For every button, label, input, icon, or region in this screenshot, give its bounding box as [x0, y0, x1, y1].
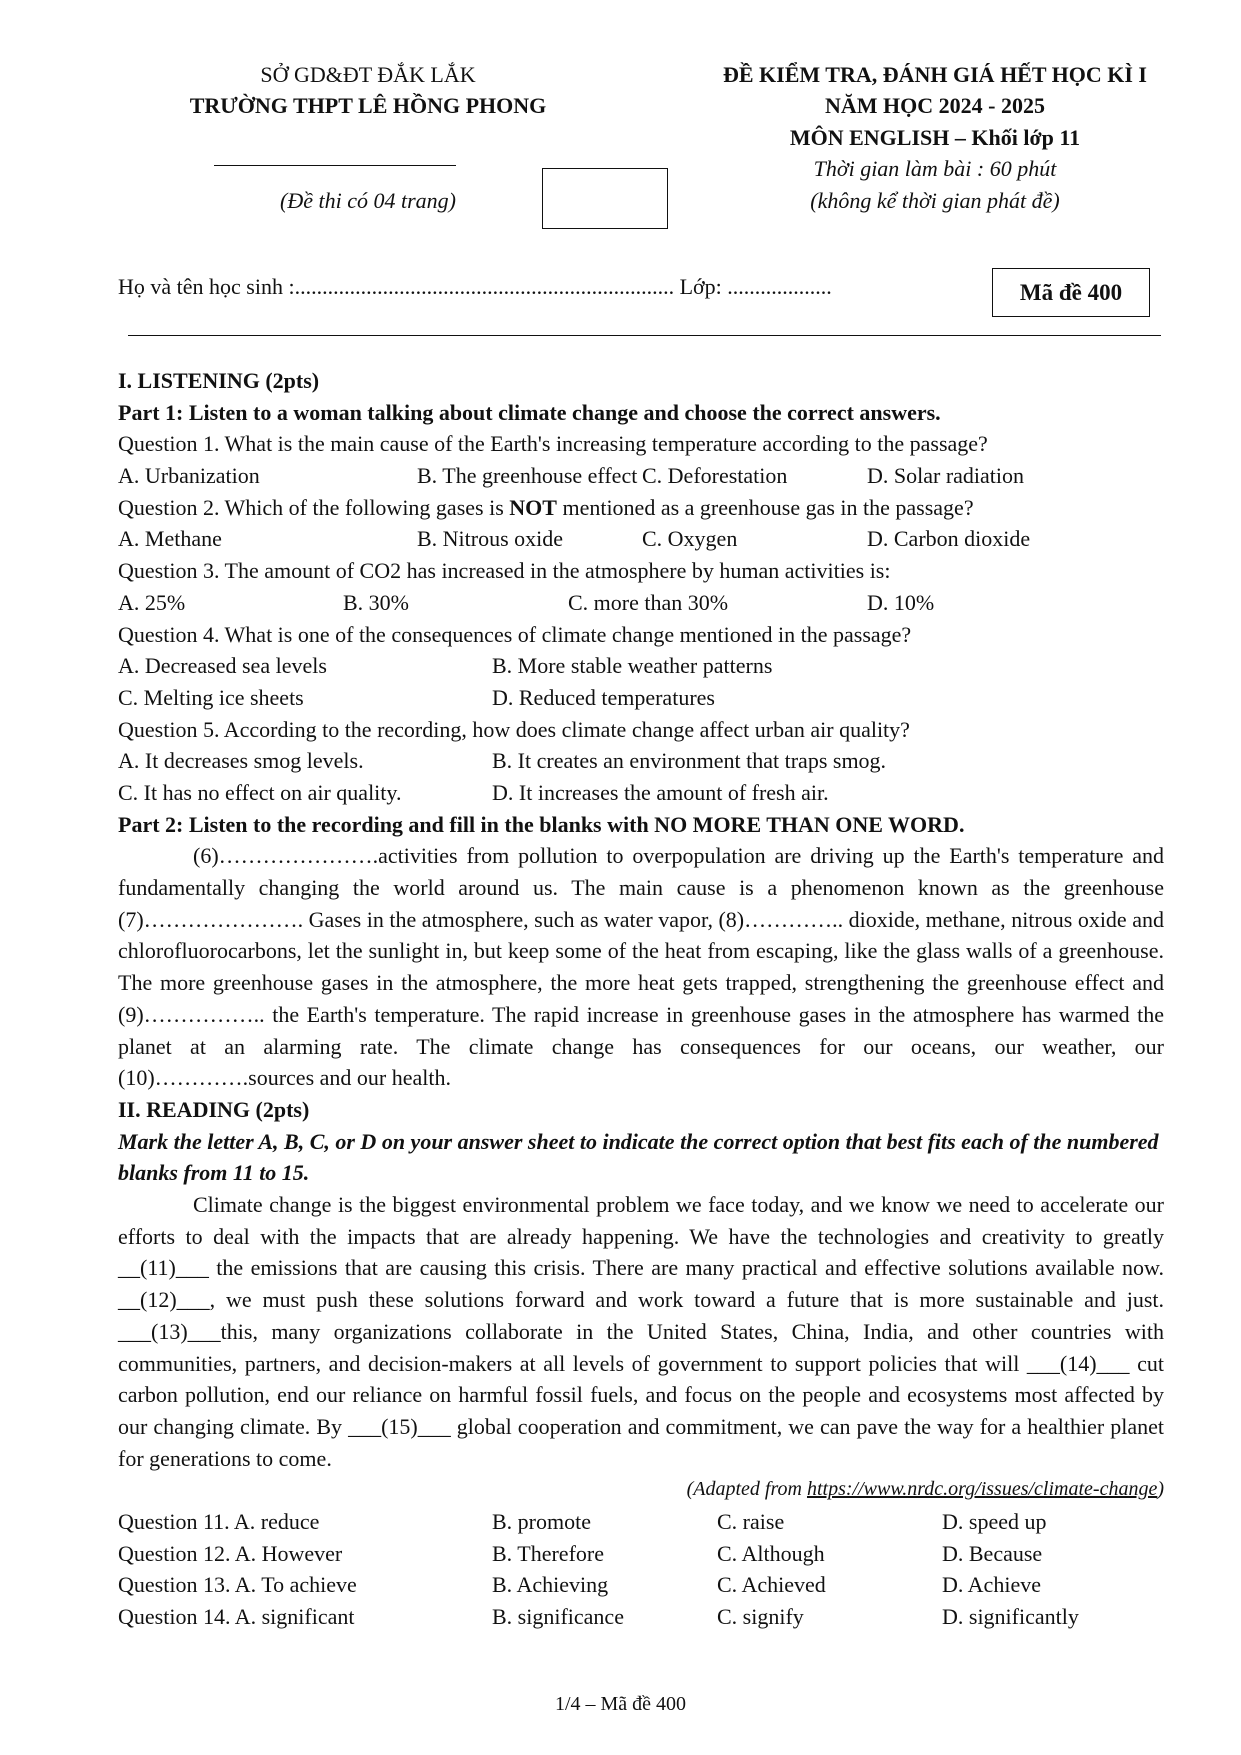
school-name: TRƯỜNG THPT LÊ HỒNG PHONG: [189, 93, 547, 118]
question-14-options: [118, 1601, 1164, 1633]
listening-part1-title: Part 1: Listen to a woman talking about climate change and choose the correct answers.: [118, 399, 941, 425]
option-d: D. Reduced temperatures: [492, 684, 715, 710]
time-note: (không kể thời gian phát đề): [810, 188, 1060, 213]
option-a: A. Methane: [118, 526, 222, 552]
header-underline: [214, 165, 456, 166]
time-limit: Thời gian làm bài : 60 phút: [813, 156, 1057, 181]
option-d: D. speed up: [942, 1509, 1047, 1535]
option-d: D. It increases the amount of fresh air.: [492, 779, 829, 805]
question-2-emphasis: NOT: [509, 494, 557, 520]
option-c: C. Although: [717, 1540, 825, 1566]
option-c: C. Melting ice sheets: [118, 684, 304, 710]
reading-title: II. READING (2pts): [118, 1096, 310, 1122]
option-c: C. Oxygen: [642, 526, 738, 552]
option-b: B. Nitrous oxide: [417, 526, 564, 552]
option-d: D. significantly: [942, 1604, 1079, 1630]
option-a: Question 12. A. However: [118, 1540, 343, 1566]
option-a: A. 25%: [118, 589, 186, 615]
option-a: Question 14. A. significant: [118, 1604, 355, 1630]
option-a: A. Decreased sea levels: [118, 653, 327, 679]
header-divider: [128, 335, 1161, 336]
source-link[interactable]: https://www.nrdc.org/issues/climate-change: [806, 1478, 1158, 1501]
exam-code-box: Mã đề 400: [992, 268, 1150, 317]
pages-note: (Đề thi có 04 trang): [280, 188, 456, 213]
score-box: [542, 168, 668, 229]
option-b: B. 30%: [343, 589, 409, 615]
option-b: B. significance: [492, 1604, 624, 1630]
option-c: C. more than 30%: [568, 589, 729, 615]
option-a: A. Urbanization: [118, 463, 260, 489]
reading-instruction: Mark the letter A, B, C, or D on your answer sheet to indicate the correct option that best fits each of the numbered blanks from 11 to 15.: [118, 1128, 1159, 1186]
option-c: C. signify: [717, 1604, 804, 1630]
option-d: D. Achieve: [942, 1572, 1041, 1598]
reading-passage: Climate change is the biggest environmental problem we face today, and we know we need to accelerate our efforts to deal with the impacts that are already happening. We have the technologies and creativity to greatly __(11)___ the emissions that are causing this crisis. There are many practical and effective solutions available now. __(12)___, we must push these solutions forward and work toward a future that is more sustainable and just. ___(13)___this, many organizations collaborate in the United States, China, India, and other countries with communities, partners, and decision-makers at all levels of government to support policies that will ___(14)___ cut carbon pollution, end our reliance on harmful fossil fuels, and focus on the people and ecosystems most affected by our changing climate. By ___(15)___ global cooperation and commitment, we can pave the way for a healthier planet for generations to come.: [118, 1192, 1164, 1471]
option-c: C. It has no effect on air quality.: [118, 779, 402, 805]
source-prefix: (Adapted from: [686, 1478, 807, 1501]
question-2-post: mentioned as a greenhouse gas in the passage?: [556, 494, 974, 520]
option-d: D. Because: [942, 1540, 1043, 1566]
question-13-options: [118, 1569, 1164, 1601]
passage-source: [118, 1474, 1164, 1506]
question-3: Question 3. The amount of CO2 has increased in the atmosphere by human activities is:: [118, 558, 891, 584]
question-4-options-row1: [118, 650, 1164, 682]
exam-body: [118, 365, 1164, 1633]
question-2: [118, 492, 1164, 524]
question-5-options-row2: [118, 777, 1164, 809]
option-b: B. The greenhouse effect: [417, 463, 638, 489]
option-b: B. Therefore: [492, 1540, 604, 1566]
question-5: Question 5. According to the recording, how does climate change affect urban air quality?: [118, 716, 910, 742]
option-b: B. It creates an environment that traps smog.: [492, 748, 887, 774]
question-3-options: [118, 587, 1164, 619]
option-d: D. Carbon dioxide: [867, 526, 1031, 552]
page-footer: 1/4 – Mã đề 400: [554, 1693, 687, 1715]
question-2-pre: Question 2. Which of the following gases is: [118, 494, 510, 520]
listening-part2-title: Part 2: Listen to the recording and fill in the blanks with NO MORE THAN ONE WORD.: [118, 811, 965, 837]
question-5-options-row1: [118, 745, 1164, 777]
question-12-options: [118, 1538, 1164, 1570]
option-d: D. 10%: [867, 589, 935, 615]
subject-line: MÔN ENGLISH – Khối lớp 11: [789, 125, 1081, 150]
option-a: Question 11. A. reduce: [118, 1509, 320, 1535]
school-year: NĂM HỌC 2024 - 2025: [825, 93, 1045, 118]
option-c: C. Achieved: [717, 1572, 826, 1598]
question-1-options: [118, 460, 1164, 492]
option-d: D. Solar radiation: [867, 463, 1025, 489]
student-info-line: Họ và tên học sinh :..................................................................... Lớp: ...................: [118, 274, 832, 299]
listening-title: I. LISTENING (2pts): [118, 368, 320, 393]
question-4: Question 4. What is one of the consequences of climate change mentioned in the passage?: [118, 621, 912, 647]
source-suffix: ): [1157, 1478, 1164, 1501]
listening-passage: (6)………………….activities from pollution to overpopulation are driving up the Earth's temperature and fundamentally changing the world around us. The main cause is a phenomenon known as the greenhouse (7)…………………. Gases in the atmosphere, such as water vapor, (8)………….. dioxide, methane, nitrous oxide and chlorofluorocarbons, let the sunlight in, but keep some of the heat from escaping, like the glass walls of a greenhouse. The more greenhouse gases in the atmosphere, the more heat gets trapped, strengthening the greenhouse effect and (9)…………….. the Earth's temperature. The rapid increase in greenhouse gases in the atmosphere has warmed the planet at an alarming rate. The climate change has consequences for our oceans, our weather, our (10)………….sources and our health.: [118, 843, 1164, 1091]
option-b: B. Achieving: [492, 1572, 609, 1598]
exam-title: ĐỀ KIỂM TRA, ĐÁNH GIÁ HẾT HỌC KÌ I: [723, 62, 1147, 87]
option-a: A. It decreases smog levels.: [118, 748, 364, 774]
question-2-options: [118, 523, 1164, 555]
option-c: C. Deforestation: [642, 463, 788, 489]
question-4-options-row2: [118, 682, 1164, 714]
option-a: Question 13. A. To achieve: [118, 1572, 357, 1598]
question-1: Question 1. What is the main cause of the Earth's increasing temperature according to the passage?: [118, 431, 988, 457]
question-11-options: [118, 1506, 1164, 1538]
option-b: B. promote: [492, 1509, 591, 1535]
department-name: SỞ GD&ĐT ĐẮK LẮK: [260, 62, 476, 87]
option-b: B. More stable weather patterns: [492, 653, 773, 679]
option-c: C. raise: [717, 1509, 785, 1535]
